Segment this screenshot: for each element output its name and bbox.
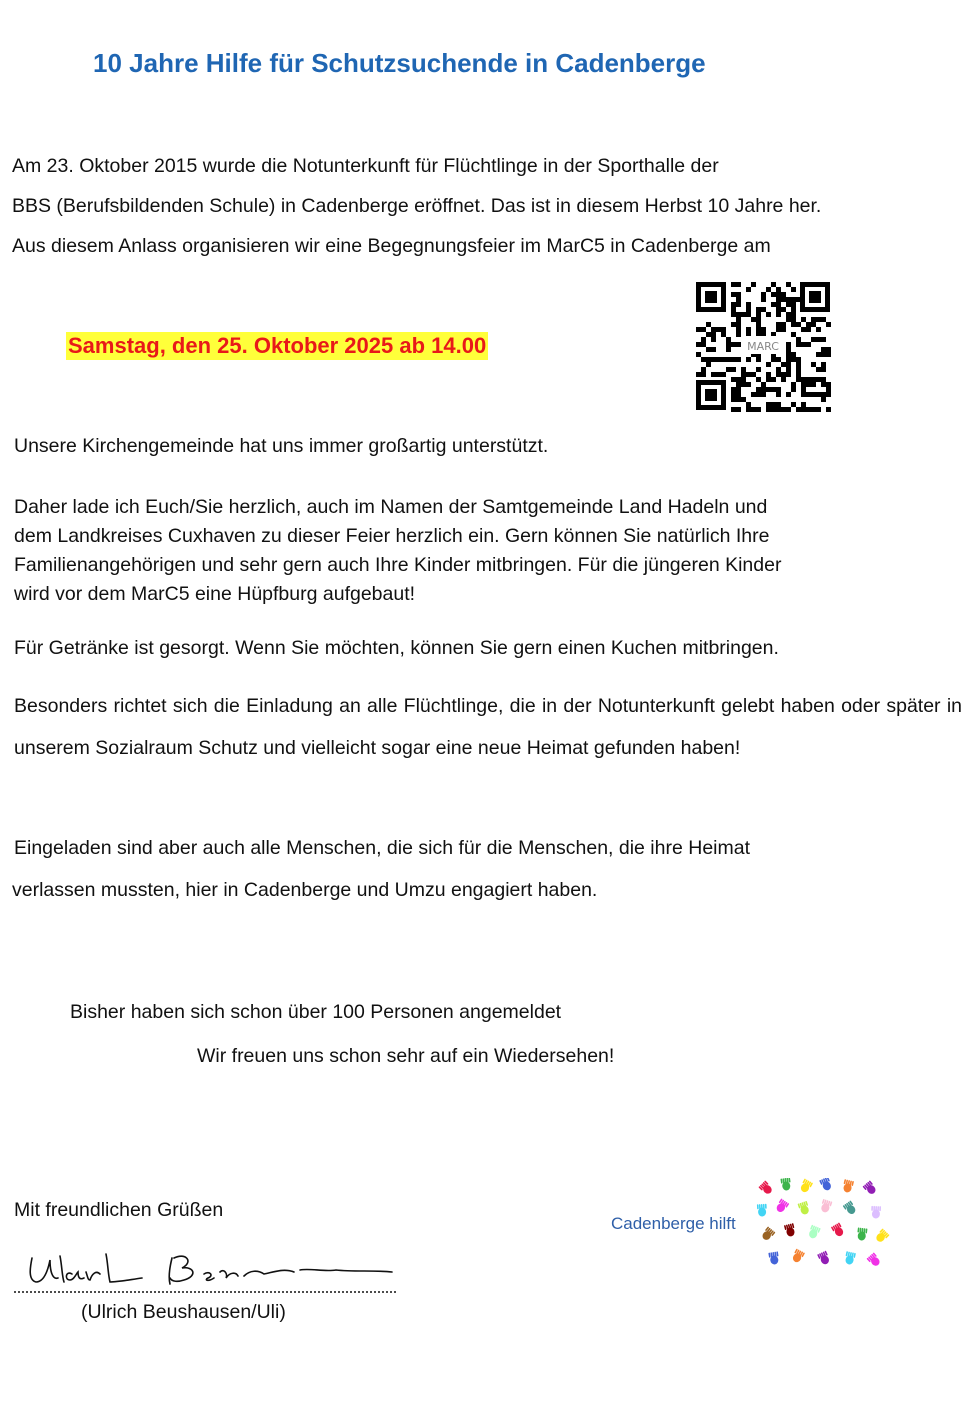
paragraph-helpers-line-2: verlassen mussten, hier in Cadenberge und Umzu engagiert haben. <box>12 879 598 901</box>
paragraph-refugees: Besonders richtet sich die Einladung an alle Flüchtlinge, die in der Notunterkunft gelebt haben oder später in unserem Sozialraum Schutz und vielleicht sogar eine neue Heimat gefunden haben! <box>14 695 962 759</box>
hands-logo-image <box>754 1178 894 1274</box>
intro-line-3: Aus diesem Anlass organisieren wir eine Begegnungsfeier im MarC5 in Cadenberge am <box>12 235 771 257</box>
closing-greeting: Mit freundlichen Grüßen <box>14 1199 224 1221</box>
paragraph-helpers-line-1: Eingeladen sind aber auch alle Menschen, die sich für die Menschen, die ihre Heimat <box>14 837 751 859</box>
page-title: 10 Jahre Hilfe für Schutzsuchende in Cadenberge <box>93 48 706 78</box>
invitation-line-1: Daher lade ich Euch/Sie herzlich, auch im Namen der Samtgemeinde Land Hadeln und <box>14 496 768 518</box>
looking-forward-note: Wir freuen uns schon sehr auf ein Wiedersehen! <box>197 1045 615 1067</box>
qr-code[interactable] <box>690 276 836 416</box>
invitation-line-4: wird vor dem MarC5 eine Hüpfburg aufgebaut! <box>14 583 416 605</box>
signature-image <box>14 1248 396 1294</box>
invitation-line-2: dem Landkreises Cuxhaven zu dieser Feier herzlich ein. Gern können Sie natürlich Ihre <box>14 525 770 547</box>
signature-name: (Ulrich Beushausen/Uli) <box>81 1301 286 1323</box>
paragraph-church: Unsere Kirchengemeinde hat uns immer großartig unterstützt. <box>14 435 549 457</box>
logo-text: Cadenberge hilft <box>611 1214 736 1233</box>
paragraph-invitation <box>14 493 964 609</box>
registered-note: Bisher haben sich schon über 100 Personen angemeldet <box>70 1001 562 1023</box>
intro-line-2: BBS (Berufsbildenden Schule) in Cadenberge eröffnet. Das ist in diesem Herbst 10 Jahre her. <box>12 195 822 217</box>
event-date-highlight: Samstag, den 25. Oktober 2025 ab 14.00 <box>68 333 487 358</box>
invitation-line-3: Familienangehörigen und sehr gern auch Ihre Kinder mitbringen. Für die jüngeren Kinder <box>14 554 782 576</box>
paragraph-drinks: Für Getränke ist gesorgt. Wenn Sie möchten, können Sie gern einen Kuchen mitbringen. <box>14 637 779 659</box>
qr-center-label: MARC <box>747 340 779 353</box>
intro-line-1: Am 23. Oktober 2015 wurde die Notunterkunft für Flüchtlinge in der Sporthalle der <box>12 155 719 177</box>
